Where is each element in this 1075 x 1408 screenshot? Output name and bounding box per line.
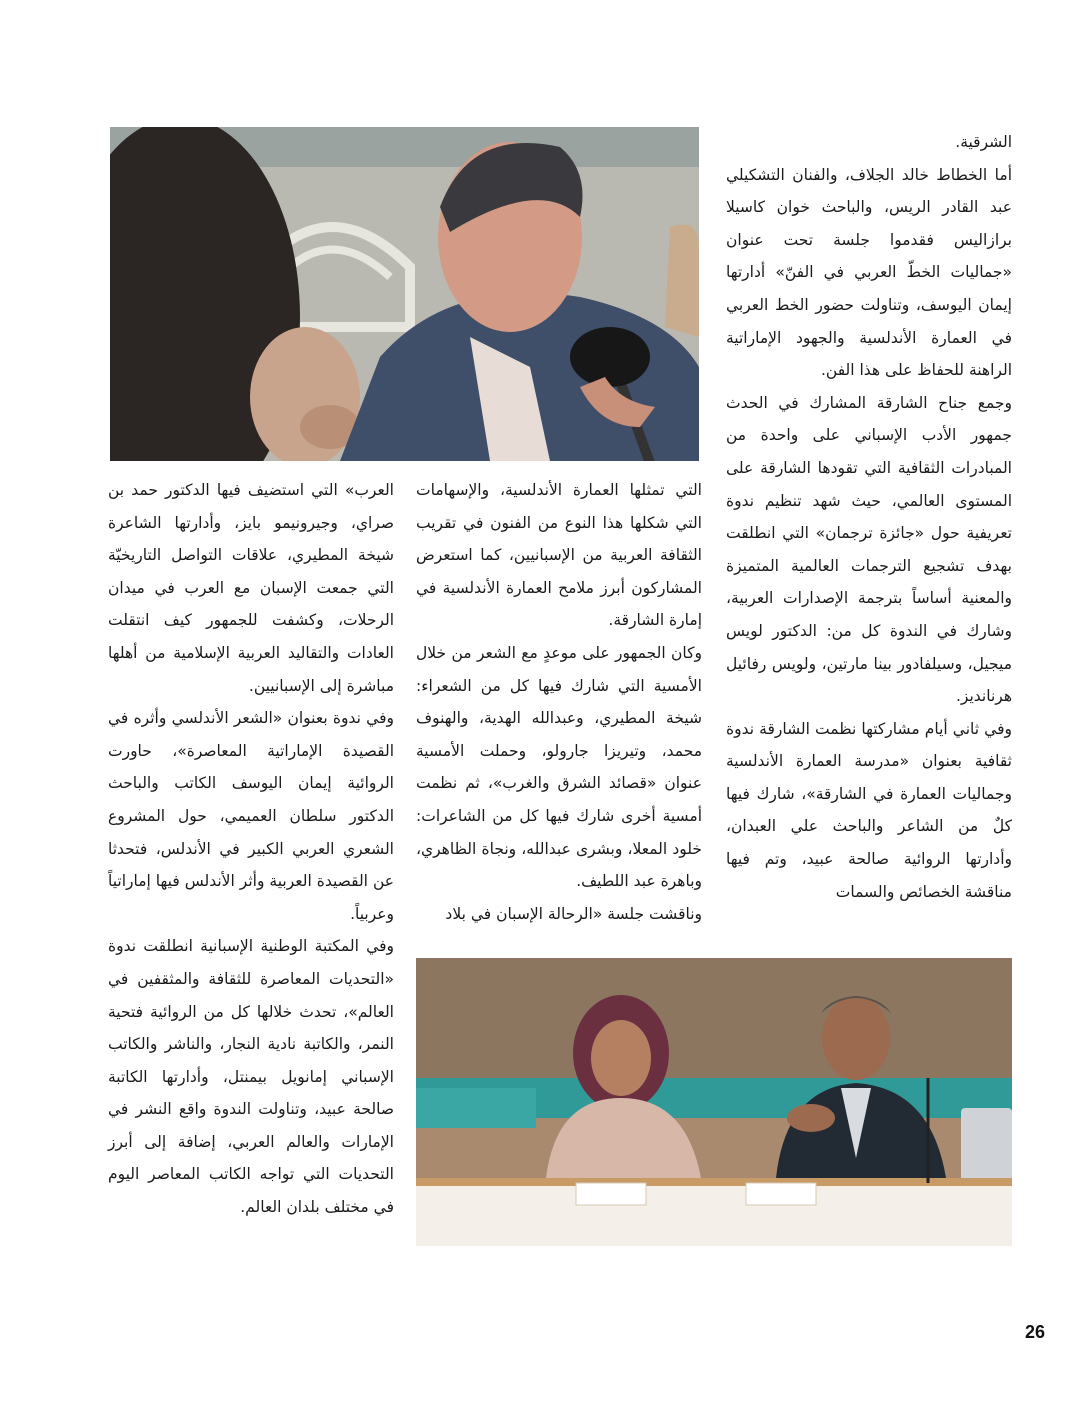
paragraph: وفي المكتبة الوطنية الإسبانية انطلقت ندوة «التحديات المعاصرة للثقافة والمثقفين في العالم»، تحدث خلالها كل من الروائية فتحية النمر، والكاتبة نادية النجار، والناشر والكاتب الإسباني إمانويل بيمنتل، وأدارتها الكاتبة صالحة عبيد، وتناولت الندوة واقع النشر في الإمارات والعالم العربي، إضافة إلى أبرز التحديات التي تواجه الكاتب المعاصر اليوم في مختلف بلدان العالم.	[108, 937, 394, 1217]
paragraph: أما الخطاط خالد الجلاف، والفنان التشكيلي عبد القادر الريس، والباحث خوان كاسيلا برازاليس فقدموا جلسة تحت عنوان «جماليات الخطّ العربي في الفنّ» أدارتها إيمان اليوسف، وتناولت حضور الخط العربي في العمارة الأندلسية والجهود الإماراتية الراهنة للحفاظ على هذا الفن.	[726, 165, 1012, 380]
page-number: 26	[1024, 1322, 1045, 1342]
paragraph: وناقشت جلسة «الرحالة الإسبان في بلاد	[445, 904, 702, 923]
paragraph: التي تمثلها العمارة الأندلسية، والإسهامات التي شكلها هذا النوع من الفنون في تقريب الثقافة العربية من الإسبانيين، كما استعرض المشاركون أبرز ملامح العمارة الأندلسية في إمارة الشارقة.	[416, 481, 702, 630]
speaker-photo	[110, 127, 699, 461]
article-right-column	[726, 126, 1012, 908]
paragraph: وجمع جناح الشارقة المشارك في الحدث جمهور الأدب الإسباني على واحدة من المبادرات الثقافية التي تقودها الشارقة على المستوى العالمي، حيث شهد تنظيم ندوة تعريفية حول «جائزة ترجمان» التي انطلقت بهدف تشجيع الترجمات العالمية المتميزة والمعنية أساساً بترجمة الإصدارات العربية، وشارك في الندوة كل من: الدكتور لويس ميجيل، وسيلفادور بينا مارتين، ولويس رفائيل هرنانديز.	[726, 393, 1012, 706]
paragraph: وفي ثاني أيام مشاركتها نظمت الشارقة ندوة ثقافية بعنوان «مدرسة العمارة الأندلسية وجماليات العمارة في الشارقة»، شارك فيها كلٌ من الشاعر والباحث علي العبدان، وأدارتها الروائية صالحة عبيد، وتم فيها مناقشة الخصائص والسمات	[726, 719, 1012, 901]
paragraph: العرب» التي استضيف فيها الدكتور حمد بن صراي، وجيرونيمو بايز، وأدارتها الشاعرة شيخة المطيري، علاقات التواصل التاريخيّة التي جمعت الإسبان مع العرب في ميدان الرحلات، وكشفت للجمهور كيف انتقلت العادات والتقاليد العربية الإسلامية من أهلها مباشرة إلى الإسبانيين.	[108, 481, 394, 695]
paragraph: وفي ندوة بعنوان «الشعر الأندلسي وأثره في القصيدة الإماراتية المعاصرة»، حاورت الروائية إيمان اليوسف الكاتب والباحث الدكتور سلطان العميمي، حول المشروع الشعري العربي الكبير في الأندلس، فتحدثا عن القصيدة العربية وأثر الأندلس فيها إماراتياً وعربياً.	[108, 709, 394, 923]
panel-photo	[416, 958, 1012, 1246]
paragraph: وكان الجمهور على موعدٍ مع الشعر من خلال الأمسية التي شارك فيها كل من الشعراء: شيخة المطيري، وعبدالله الهدية، والهنوف محمد، وتيريزا جارولو، وحملت الأمسية عنوان «قصائد الشرق والغرب»، ثم نظمت أمسية أخرى شارك فيها كل من الشاعرات: خلود المعلا، وبشرى عبدالله، ونجاة الظاهري، وباهرة عبد اللطيف.	[416, 643, 702, 891]
article-middle-column	[416, 474, 702, 930]
article-left-column	[108, 474, 394, 1224]
paragraph: الشرقية.	[955, 133, 1012, 151]
